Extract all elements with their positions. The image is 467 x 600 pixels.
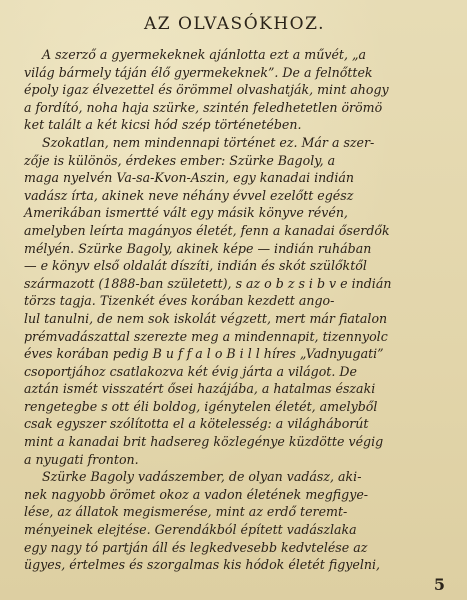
text-line: ügyes, értelmes és szorgalmas kis hódok életét figyelni, bbox=[24, 557, 381, 573]
page-number: 5 bbox=[433, 575, 445, 594]
text-line: lése, az állatok megismerése, mint az erdő teremt- bbox=[24, 504, 348, 520]
text-line: származott (1888-ban született), s az o b z s i b v e indián bbox=[24, 275, 392, 291]
text-line: lul tanulni, de nem sok iskolát végzett, mert már fiatalon bbox=[24, 310, 388, 326]
text-line: a fordító, noha haja szürke, szintén feledhetetlen örömö bbox=[24, 99, 383, 115]
text-line: ket talált a két kicsi hód szép történetében. bbox=[24, 117, 302, 133]
text-line: mint a kanadai brit hadsereg közlegénye küzdötte végig bbox=[24, 434, 384, 450]
text-line: Amerikában ismertté vált egy másik könyve révén, bbox=[24, 205, 348, 221]
text-line: vadász írta, akinek neve néhány évvel ezelőtt egész bbox=[24, 187, 354, 203]
text-line: prémvadászattal szerezte meg a mindennapit, tizennyolc bbox=[24, 328, 388, 344]
text-line: zője is különös, érdekes ember: Szürke Bagoly, a bbox=[24, 152, 336, 168]
text-line: Szürke Bagoly vadászember, de olyan vadász, aki- bbox=[42, 469, 362, 485]
text-line: mélyén. Szürke Bagoly, akinek képe — indián ruhában bbox=[24, 240, 372, 256]
text-line: aztán ismét visszatért ősei hazájába, a hatalmas északi bbox=[24, 381, 376, 397]
text-line: törzs tagja. Tizenkét éves korában kezdett ango- bbox=[24, 293, 335, 309]
text-line: A szerző a gyermekeknek ajánlotta ezt a művét, „a bbox=[42, 47, 367, 62]
page-title: AZ OLVASÓKHOZ. bbox=[143, 14, 326, 34]
text-line: éves korában pedig B u f f a l o B i l l híres „Vadnyugati” bbox=[24, 346, 384, 362]
paragraph-1 bbox=[24, 46, 445, 134]
text-line: maga nyelvén Va-sa-Kvon-Aszin, egy kanadai indián bbox=[24, 170, 354, 186]
text-line: époly igaz élvezettel és örömmel olvashatják, mint ahogy bbox=[24, 82, 389, 98]
text-line: nek nagyobb örömet okoz a vadon életének megfigye- bbox=[24, 486, 369, 502]
text-line: csak egyszer szólította el a kötelesség: a világháborút bbox=[24, 416, 369, 432]
paragraph-3 bbox=[24, 468, 445, 574]
text-line: rengetegbe s ott éli boldog, igénytelen életét, amelyből bbox=[24, 398, 378, 414]
text-line: ményeinek elejtése. Gerendákból épített vadászlaka bbox=[24, 522, 357, 538]
text-line: amelyben leírta magányos életét, fenn a kanadai őserdők bbox=[24, 222, 390, 238]
text-line: — e könyv első oldalát díszíti, indián és skót szülőktől bbox=[24, 258, 367, 274]
text-line: világ bármely táján élő gyermekeknek”. De a felnőttek bbox=[24, 64, 373, 80]
text-line: a nyugati fronton. bbox=[24, 451, 139, 467]
text-line: egy nagy tó partján áll és legkedvesebb kedvtelése az bbox=[24, 539, 368, 555]
text-line: csoportjához csatlakozva két évig járta a világot. De bbox=[24, 363, 357, 379]
paragraph-2 bbox=[24, 134, 445, 468]
text-line: Szokatlan, nem mindennapi történet ez. Már a szer- bbox=[42, 134, 375, 150]
